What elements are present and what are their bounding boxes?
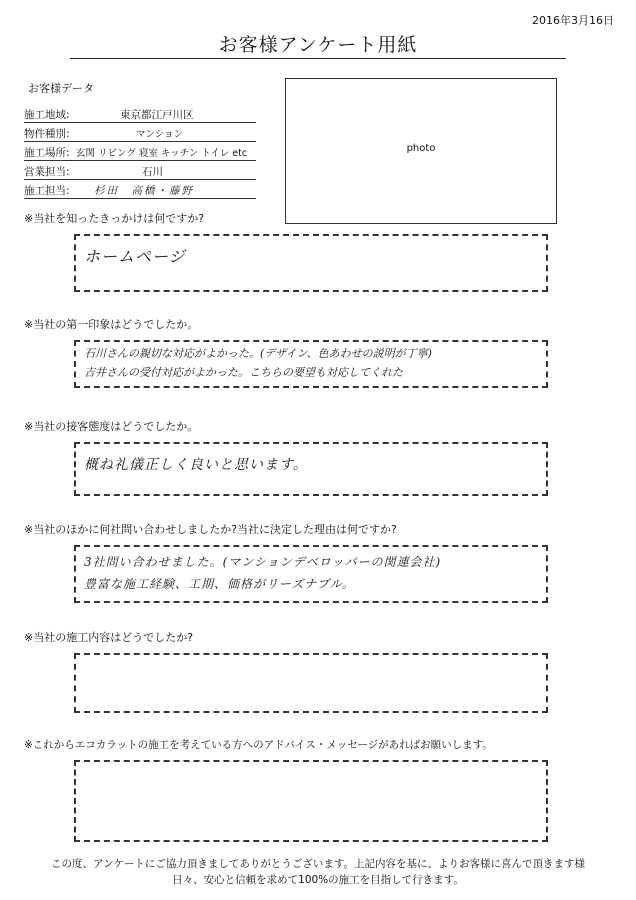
answer-box-5	[74, 653, 548, 713]
customer-row-sales-rep	[24, 162, 256, 180]
answer-box-4	[74, 545, 548, 603]
row-label: 営業担当:	[24, 166, 70, 178]
photo-label: photo	[406, 143, 436, 154]
question-4: ※当社のほかに何社問い合わせしましたか?当社に決定した理由は何ですか?	[24, 523, 397, 536]
customer-row-location	[24, 143, 256, 161]
answer-line: 石川さんの親切な対応がよかった。(デザイン、色あわせの説明が丁寧)	[84, 347, 432, 360]
footer-line-1: この度、アンケートにご協力頂きましてありがとうございます。上記内容を基に、よりお客様に喜んで頂きます様	[50, 858, 586, 870]
photo-placeholder	[285, 78, 557, 224]
answer-box-1	[74, 234, 548, 292]
row-value: マンション	[136, 129, 184, 140]
row-value: 石川	[142, 166, 163, 178]
row-value: 東京都江戸川区	[120, 109, 194, 121]
question-6: ※これからエコカラットの施工を考えている方へのアドバイス・メッセージがあればお願いします。	[24, 739, 493, 751]
answer-line: 吉井さんの受付対応がよかった。こちらの要望も対応してくれた	[84, 366, 403, 379]
row-label: 物件種別:	[24, 128, 70, 140]
answer-box-3	[74, 442, 548, 496]
title-underline	[70, 58, 566, 59]
question-1: ※当社を知ったきっかけは何ですか?	[24, 212, 205, 225]
customer-row-property-type	[24, 124, 256, 142]
answer-box-6	[74, 760, 548, 842]
row-label: 施工担当:	[24, 185, 70, 197]
survey-date: 2016年3月16日	[532, 14, 614, 27]
customer-row-area	[24, 105, 256, 123]
customer-row-installer	[24, 181, 256, 199]
page-title: お客様アンケート用紙	[218, 34, 418, 56]
footer-line-2: 日々、安心と信頼を求めて100%の施工を目指して行きます。	[172, 874, 464, 886]
row-label: 施工地域:	[24, 109, 70, 121]
answer-box-2	[74, 340, 548, 388]
customer-data-heading: お客様データ	[28, 82, 94, 95]
answer-line: ホームページ	[84, 247, 186, 266]
row-value: 杉田 高橋・藤野	[94, 185, 194, 197]
row-value: 玄関 リビング 寝室 キッチン トイレ etc	[76, 148, 248, 159]
answer-line: 豊富な施工経験、工期、価格がリーズナブル。	[84, 577, 355, 591]
question-2: ※当社の第一印象はどうでしたか。	[24, 318, 199, 331]
answer-line: 3社問い合わせました。(マンションデベロッパーの関連会社)	[84, 555, 442, 569]
question-5: ※当社の施工内容はどうでしたか?	[24, 631, 194, 644]
question-3: ※当社の接客態度はどうでしたか。	[24, 420, 199, 433]
row-label: 施工場所:	[24, 147, 70, 159]
answer-line: 概ね礼儀正しく良いと思います。	[84, 457, 308, 473]
